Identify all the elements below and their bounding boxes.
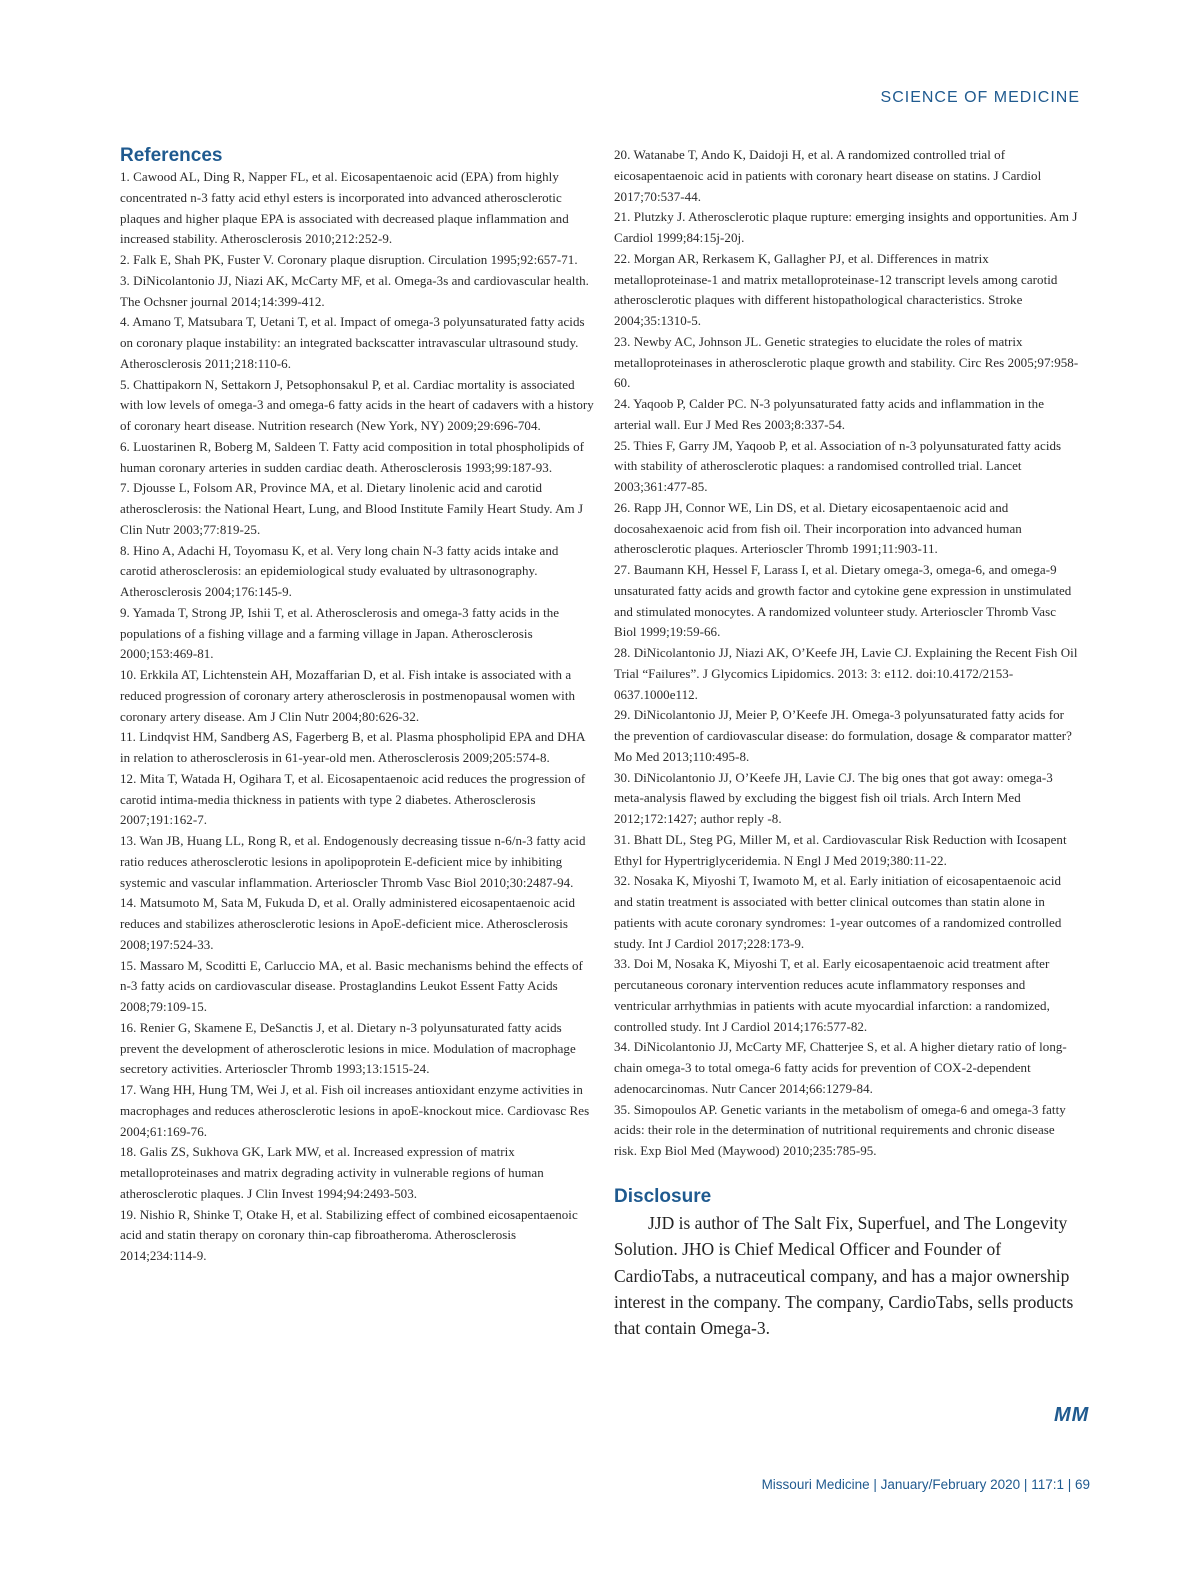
reference-item: 1. Cawood AL, Ding R, Napper FL, et al. Eicosapentaenoic acid (EPA) from highly concentrated n-3 fatty acid ethyl esters is incorporated into advanced atherosclerotic plaques and higher plaque EPA is associated with decreased plaque inflammation and increased stability. Atherosclerosis 2010;212:252-9. xyxy=(120,169,569,247)
reference-item: 34. DiNicolantonio JJ, McCarty MF, Chatterjee S, et al. A higher dietary ratio of long-chain omega-3 to total omega-6 fatty acids for prevention of COX-2-dependent adenocarcinomas. Nutr Cancer 2014;66:1279-84. xyxy=(614,1039,1067,1096)
references-column-left xyxy=(120,145,595,1267)
reference-item: 4. Amano T, Matsubara T, Uetani T, et al. Impact of omega-3 polyunsaturated fatty acids on coronary plaque instability: an integrated backscatter intravascular ultrasound study. Atherosclerosis 2011;218:110-6. xyxy=(120,314,585,371)
reference-item: 28. DiNicolantonio JJ, Niazi AK, O’Keefe JH, Lavie CJ. Explaining the Recent Fish Oil Trial “Failures”. J Glycomics Lipidomics. 2013: 3: e112. doi:10.4172/2153-0637.1000e112. xyxy=(614,645,1078,702)
reference-item: 22. Morgan AR, Rerkasem K, Gallagher PJ, et al. Differences in matrix metalloproteinase-1 and matrix metalloproteinase-12 transcript levels among carotid atherosclerotic plaques with different histopathological characteristics. Stroke 2004;35:1310-5. xyxy=(614,250,1058,328)
reference-item: 6. Luostarinen R, Boberg M, Saldeen T. Fatty acid composition in total phospholipids of human coronary arteries in sudden cardiac death. Atherosclerosis 1993;99:187-93. xyxy=(120,438,585,475)
missouri-medicine-logo: MM xyxy=(1054,1404,1090,1426)
page-footer: Missouri Medicine | January/February 2020 | 117:1 | 69 xyxy=(761,1477,1090,1492)
disclosure-text: JJD is author of The Salt Fix, Superfuel, and The Longevity Solution. JHO is Chief Medical Officer and Founder of CardioTabs, a nutraceutical company, and has a major ownership interest in the company. The company, CardioTabs, sells products that contain Omega-3. xyxy=(614,1212,1074,1339)
reference-item: 3. DiNicolantonio JJ, Niazi AK, McCarty MF, et al. Omega-3s and cardiovascular health. The Ochsner journal 2014;14:399-412. xyxy=(120,272,589,309)
reference-item: 26. Rapp JH, Connor WE, Lin DS, et al. Dietary eicosapentaenoic acid and docosahexaenoic acid from fish oil. Their incorporation into advanced human atherosclerotic plaques. Arterioscler Thromb 1991;11:903-11. xyxy=(614,499,1022,557)
reference-item: 18. Galis ZS, Sukhova GK, Lark MW, et al. Increased expression of matrix metalloproteinases and matrix degrading activity in vulnerable regions of human atherosclerotic plaques. J Clin Invest 1994;94:2493-503. xyxy=(120,1144,544,1201)
references-list-right xyxy=(614,145,1079,1162)
reference-item: 35. Simopoulos AP. Genetic variants in the metabolism of omega-6 and omega-3 fatty acids: their role in the determination of nutritional requirements and chronic disease risk. Exp Biol Med (Maywood) 2010;235:785-95. xyxy=(614,1101,1066,1158)
disclosure-heading: Disclosure xyxy=(614,1185,712,1207)
reference-item: 19. Nishio R, Shinke T, Otake H, et al. Stabilizing effect of combined eicosapentaenoic acid and statin therapy on coronary thin-cap fibroatheroma. Atherosclerosis 2014;234:114-9. xyxy=(120,1206,578,1263)
reference-item: 27. Baumann KH, Hessel F, Larass I, et al. Dietary omega-3, omega-6, and omega-9 unsaturated fatty acids and growth factor and cytokine gene expression in unstimulated and stimulated monocytes. A randomized volunteer study. Arterioscler Thromb Vasc Biol 1999;19:59-66. xyxy=(614,562,1072,640)
reference-item: 13. Wan JB, Huang LL, Rong R, et al. Endogenously decreasing tissue n-6/n-3 fatty acid ratio reduces atherosclerotic lesions in apolipoprotein E-deficient mice by inhibiting systemic and vascular inflammation. Arterioscler Thromb Vasc Biol 2010;30:2487-94. xyxy=(120,833,586,890)
reference-item: 5. Chattipakorn N, Settakorn J, Petsophonsakul P, et al. Cardiac mortality is associated with low levels of omega-3 and omega-6 fatty acids in the heart of cadavers with a history of coronary heart disease. Nutrition research (New York, NY) 2009;29:696-704. xyxy=(120,376,594,433)
reference-item: 31. Bhatt DL, Steg PG, Miller M, et al. Cardiovascular Risk Reduction with Icosapent Ethyl for Hypertriglyceridemia. N Engl J Med 2019;380:11-22. xyxy=(614,831,1067,868)
reference-item: 7. Djousse L, Folsom AR, Province MA, et al. Dietary linolenic acid and carotid atherosclerosis: the National Heart, Lung, and Blood Institute Family Heart Study. Am J Clin Nutr 2003;77:819-25. xyxy=(120,480,584,537)
reference-item: 25. Thies F, Garry JM, Yaqoob P, et al. Association of n-3 polyunsaturated fatty acids with stability of atherosclerotic plaques: a randomised controlled trial. Lancet 2003;361:477-85. xyxy=(614,437,1062,494)
reference-item: 29. DiNicolantonio JJ, Meier P, O’Keefe JH. Omega-3 polyunsaturated fatty acids for the prevention of cardiovascular disease: do formulation, dosage & comparator matter? Mo Med 2013;110:495-8. xyxy=(614,707,1072,764)
reference-item: 17. Wang HH, Hung TM, Wei J, et al. Fish oil increases antioxidant enzyme activities in macrophages and reduces atherosclerotic lesions in apoE-knockout mice. Cardiovasc Res 2004;61:169-76. xyxy=(120,1082,590,1139)
reference-item: 23. Newby AC, Johnson JL. Genetic strategies to elucidate the roles of matrix metalloproteinases in atherosclerotic plaque growth and stability. Circ Res 2005;97:958-60. xyxy=(614,333,1079,391)
reference-item: 32. Nosaka K, Miyoshi T, Iwamoto M, et al. Early initiation of eicosapentaenoic acid and statin treatment is associated with better clinical outcomes than statin alone in patients with acute coronary syndromes: 1-year outcomes of a randomized controlled study. Int J Cardiol 2017;228:173-9. xyxy=(614,873,1062,951)
references-column-right xyxy=(614,145,1079,1342)
reference-item: 11. Lindqvist HM, Sandberg AS, Fagerberg B, et al. Plasma phospholipid EPA and DHA in relation to atherosclerosis in 61-year-old men. Atherosclerosis 2009;205:574-8. xyxy=(120,729,585,765)
reference-item: 9. Yamada T, Strong JP, Ishii T, et al. Atherosclerosis and omega-3 fatty acids in the populations of a fishing village and a farming village in Japan. Atherosclerosis 2000;153:469-81. xyxy=(120,604,560,662)
reference-item: 12. Mita T, Watada H, Ogihara T, et al. Eicosapentaenoic acid reduces the progression of carotid intima-media thickness in patients with type 2 diabetes. Atherosclerosis 2007;191:162-7. xyxy=(120,770,586,828)
reference-item: 15. Massaro M, Scoditti E, Carluccio MA, et al. Basic mechanisms behind the effects of n-3 fatty acids on cardiovascular disease. Prostaglandins Leukot Essent Fatty Acids 2008;79:109-15. xyxy=(120,957,583,1014)
reference-item: 24. Yaqoob P, Calder PC. N-3 polyunsaturated fatty acids and inflammation in the arterial wall. Eur J Med Res 2003;8:337-54. xyxy=(614,396,1045,432)
reference-item: 8. Hino A, Adachi H, Toyomasu K, et al. Very long chain N-3 fatty acids intake and carotid atherosclerosis: an epidemiological study evaluated by ultrasonography. Atherosclerosis 2004;176:145-9. xyxy=(120,542,559,599)
reference-item: 20. Watanabe T, Ando K, Daidoji H, et al. A randomized controlled trial of eicosapentaenoic acid in patients with coronary heart disease on statins. J Cardiol 2017;70:537-44. xyxy=(614,147,1042,204)
reference-item: 10. Erkkila AT, Lichtenstein AH, Mozaffarian D, et al. Fish intake is associated with a reduced progression of coronary artery atherosclerosis in postmenopausal women with coronary artery disease. Am J Clin Nutr 2004;80:626-32. xyxy=(120,667,576,724)
reference-item: 30. DiNicolantonio JJ, O’Keefe JH, Lavie CJ. The big ones that got away: omega-3 meta-analysis flawed by excluding the biggest fish oil trials. Arch Intern Med 2012;172:1427; author reply -8. xyxy=(614,769,1053,826)
reference-item: 16. Renier G, Skamene E, DeSanctis J, et al. Dietary n-3 polyunsaturated fatty acids prevent the development of atherosclerotic lesions in mice. Modulation of macrophage secretory activities. Arterioscler Thromb 1993;13:1515-24. xyxy=(120,1019,576,1077)
reference-item: 21. Plutzky J. Atherosclerotic plaque rupture: emerging insights and opportunities. Am J Cardiol 1999;84:15j-20j. xyxy=(614,209,1078,245)
reference-item: 33. Doi M, Nosaka K, Miyoshi T, et al. Early eicosapentaenoic acid treatment after percutaneous coronary intervention reduces acute inflammatory responses and ventricular arrhythmias in patients with acute myocardial infarction: a randomized, controlled study. Int J Cardiol 2014;176:577-82. xyxy=(614,956,1050,1034)
references-list-left xyxy=(120,167,595,1267)
reference-item: 2. Falk E, Shah PK, Fuster V. Coronary plaque disruption. Circulation 1995;92:657-71. xyxy=(120,252,578,267)
reference-item: 14. Matsumoto M, Sata M, Fukuda D, et al. Orally administered eicosapentaenoic acid reduces and stabilizes atherosclerotic lesions in ApoE-deficient mice. Atherosclerosis 2008;197:524-33. xyxy=(120,895,576,952)
section-label: SCIENCE OF MEDICINE xyxy=(880,89,1080,106)
references-heading: References xyxy=(120,145,223,166)
